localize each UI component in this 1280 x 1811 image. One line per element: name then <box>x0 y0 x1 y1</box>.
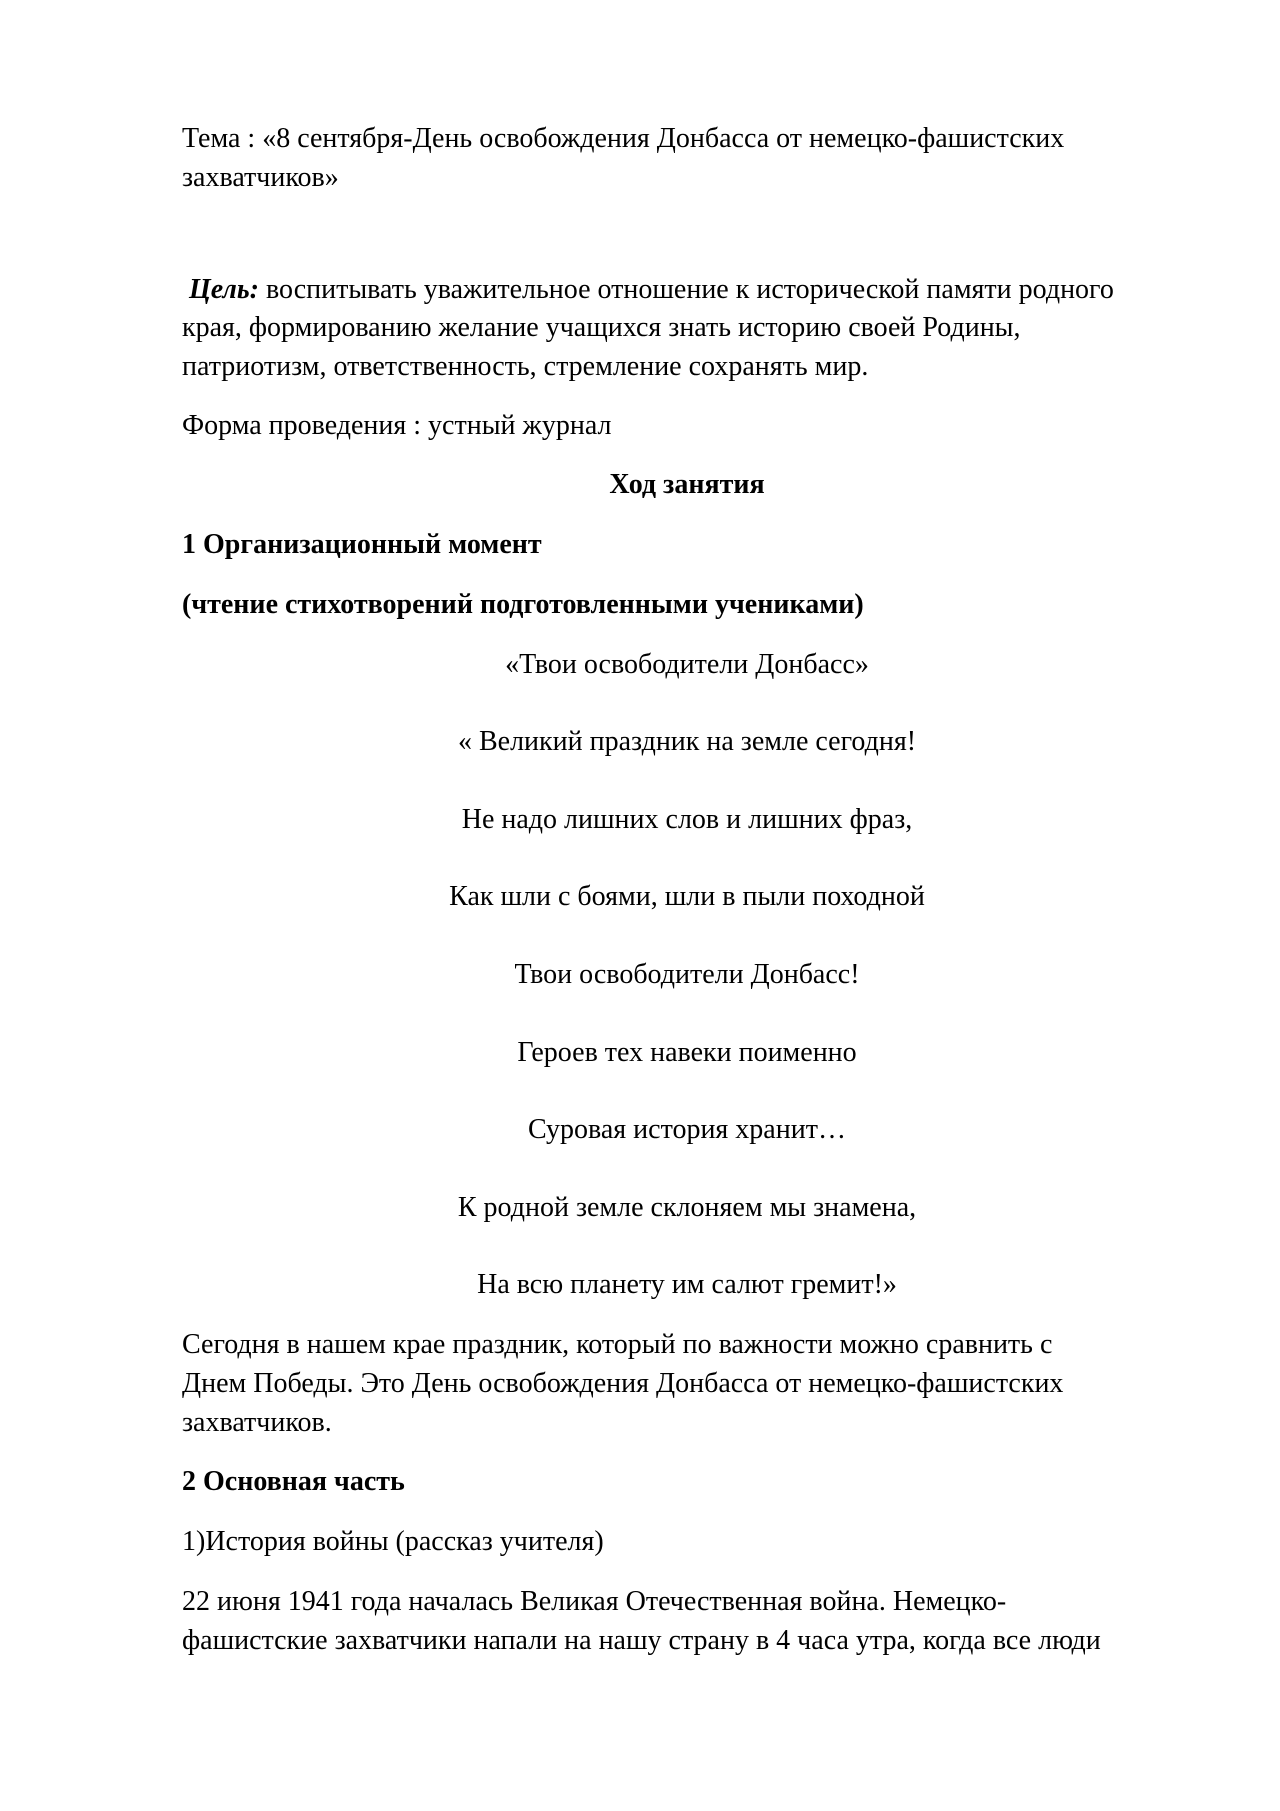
poem-line: « Великий праздник на земле сегодня! <box>457 726 917 757</box>
poem-line: Не надо лишних слов и лишних фраз, <box>461 804 913 835</box>
form-line: Форма проведения : устный журнал <box>182 410 612 441</box>
history-line-1: 22 июня 1941 года началась Великая Отечественная война. Немецко- <box>182 1586 1007 1617</box>
poem-line: На всю планету им салют гремит!» <box>477 1269 897 1300</box>
poem-line: Твои освободители Донбасс! <box>514 959 860 990</box>
section2-subtitle: 1)История войны (рассказ учителя) <box>182 1526 604 1557</box>
poem-line: Героев тех навеки поименно <box>517 1037 857 1068</box>
goal-label: Цель: <box>189 274 259 305</box>
intro-line-2: Днем Победы. Это День освобождения Донбасса от немецко-фашистских <box>182 1368 1064 1399</box>
goal-line-2: края, формированию желание учащихся знать историю своей Родины, <box>182 312 1021 343</box>
poem-line: Суровая история хранит… <box>528 1114 846 1145</box>
section1-subtitle: (чтение стихотворений подготовленными учениками) <box>182 589 864 620</box>
history-line-2: фашистские захватчики напали на нашу страну в 4 часа утра, когда все люди <box>182 1625 1101 1656</box>
section1-title: 1 Организационный момент <box>182 529 542 560</box>
intro-line-3: захватчиков. <box>182 1407 332 1438</box>
goal-text-1: воспитывать уважительное отношение к исторической памяти родного <box>259 274 1114 305</box>
poem-title: «Твои освободители Донбасс» <box>505 649 869 680</box>
intro-line-1: Сегодня в нашем крае праздник, который по важности можно сравнить с <box>182 1329 1053 1360</box>
section2-title: 2 Основная часть <box>182 1466 405 1497</box>
goal-line-3: патриотизм, ответственность, стремление сохранять мир. <box>182 351 869 382</box>
theme-line-1: Тема : «8 сентября-День освобождения Донбасса от немецко-фашистских <box>182 123 1065 154</box>
goal-line-1 <box>182 270 1192 310</box>
lesson-heading: Ход занятия <box>609 469 765 500</box>
poem-line: Как шли с боями, шли в пыли походной <box>449 881 925 912</box>
theme-line-2: захватчиков» <box>182 162 339 193</box>
poem-line: К родной земле склоняем мы знамена, <box>457 1192 917 1223</box>
